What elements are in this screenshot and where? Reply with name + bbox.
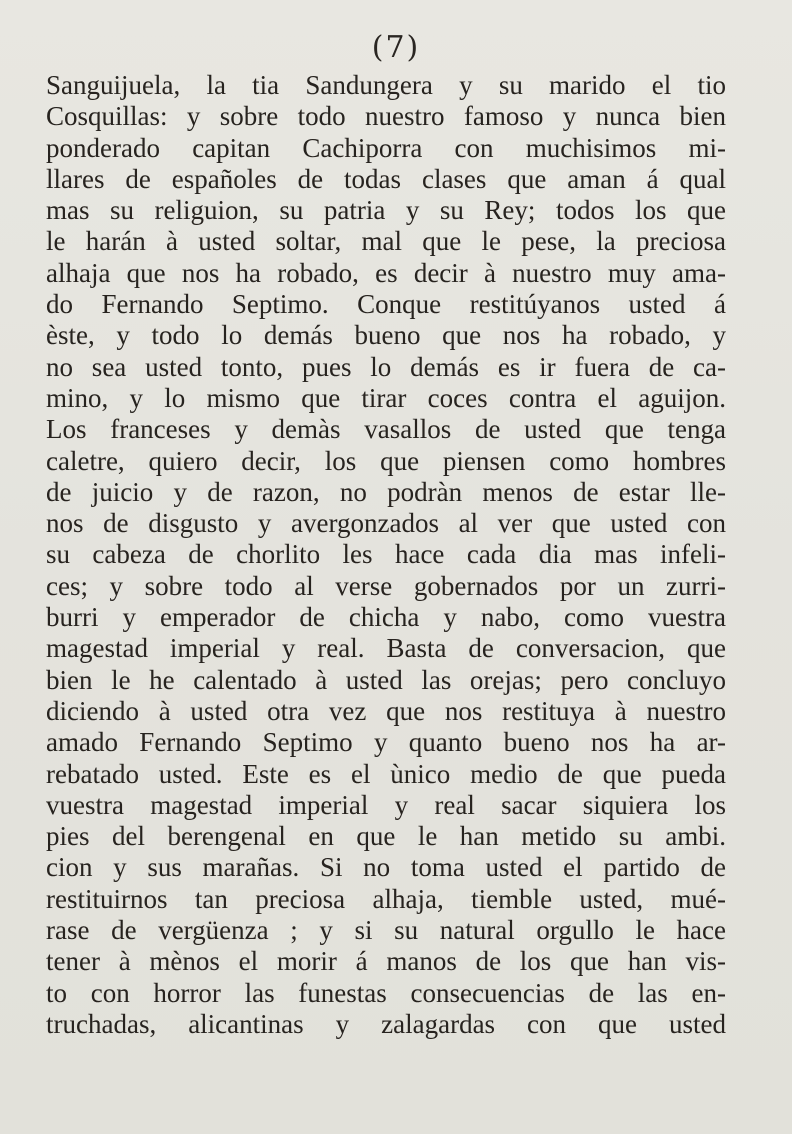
text-line: mino, y lo mismo que tirar coces contra el aguijon.	[46, 382, 726, 413]
text-line: Cosquillas: y sobre todo nuestro famoso y nunca bien	[46, 101, 726, 132]
text-line: Sanguijuela, la tia Sandungera y su marido el tio	[46, 70, 726, 100]
text-line: vuestra magestad imperial y real sacar siquiera los	[46, 789, 726, 820]
text-line: èste, y todo lo demás bueno que nos ha robado, y	[46, 320, 726, 351]
text-line: amado Fernando Septimo y quanto bueno nos ha ar-	[46, 727, 726, 758]
text-line: caletre, quiero decir, los que piensen como hombres	[46, 445, 726, 476]
text-line: pies del berengenal en que le han metido su ambi.	[46, 821, 726, 852]
page-number: (7)	[371, 30, 421, 65]
text-line: diciendo à usted otra vez que nos restituya à nuestro	[46, 695, 726, 726]
text-line: burri y emperador de chicha y nabo, como vuestra	[46, 602, 726, 633]
text-line: to con horror las funestas consecuencias de las en-	[46, 977, 726, 1008]
text-line: ponderado capitan Cachiporra con muchisimos mi-	[46, 132, 726, 163]
text-line: bien le he calentado à usted las orejas; pero concluyo	[46, 664, 726, 695]
text-line: cion y sus marañas. Si no toma usted el partido de	[46, 852, 726, 883]
text-line: le harán à usted soltar, mal que le pese, la preciosa	[46, 226, 726, 257]
text-line: llares de españoles de todas clases que aman á qual	[46, 163, 726, 194]
text-line: Los franceses y demàs vasallos de usted que tenga	[46, 414, 726, 445]
text-line: alhaja que nos ha robado, es decir à nuestro muy ama-	[46, 257, 726, 288]
text-line: tener à mènos el morir á manos de los que han vis-	[46, 946, 726, 977]
text-line: rebatado usted. Este es el ùnico medio de que pueda	[46, 758, 726, 789]
body-text	[46, 70, 726, 1040]
text-line: nos de disgusto y avergonzados al ver que usted con	[46, 508, 726, 539]
text-line: magestad imperial y real. Basta de conversacion, que	[46, 633, 726, 664]
text-line: ces; y sobre todo al verse gobernados por un zurri-	[46, 570, 726, 601]
text-line: do Fernando Septimo. Conque restitúyanos usted á	[46, 289, 726, 320]
text-line: no sea usted tonto, pues lo demás es ir fuera de ca-	[46, 351, 726, 382]
text-line: su cabeza de chorlito les hace cada dia mas infeli-	[46, 539, 726, 570]
text-line: rase de vergüenza ; y si su natural orgullo le hace	[46, 915, 726, 946]
text-line: truchadas, alicantinas y zalagardas con que usted	[46, 1008, 726, 1039]
text-line: restituirnos tan preciosa alhaja, tiemble usted, mué-	[46, 883, 726, 914]
text-line: mas su religuion, su patria y su Rey; todos los que	[46, 195, 726, 226]
text-line: de juicio y de razon, no podràn menos de estar lle-	[46, 476, 726, 507]
